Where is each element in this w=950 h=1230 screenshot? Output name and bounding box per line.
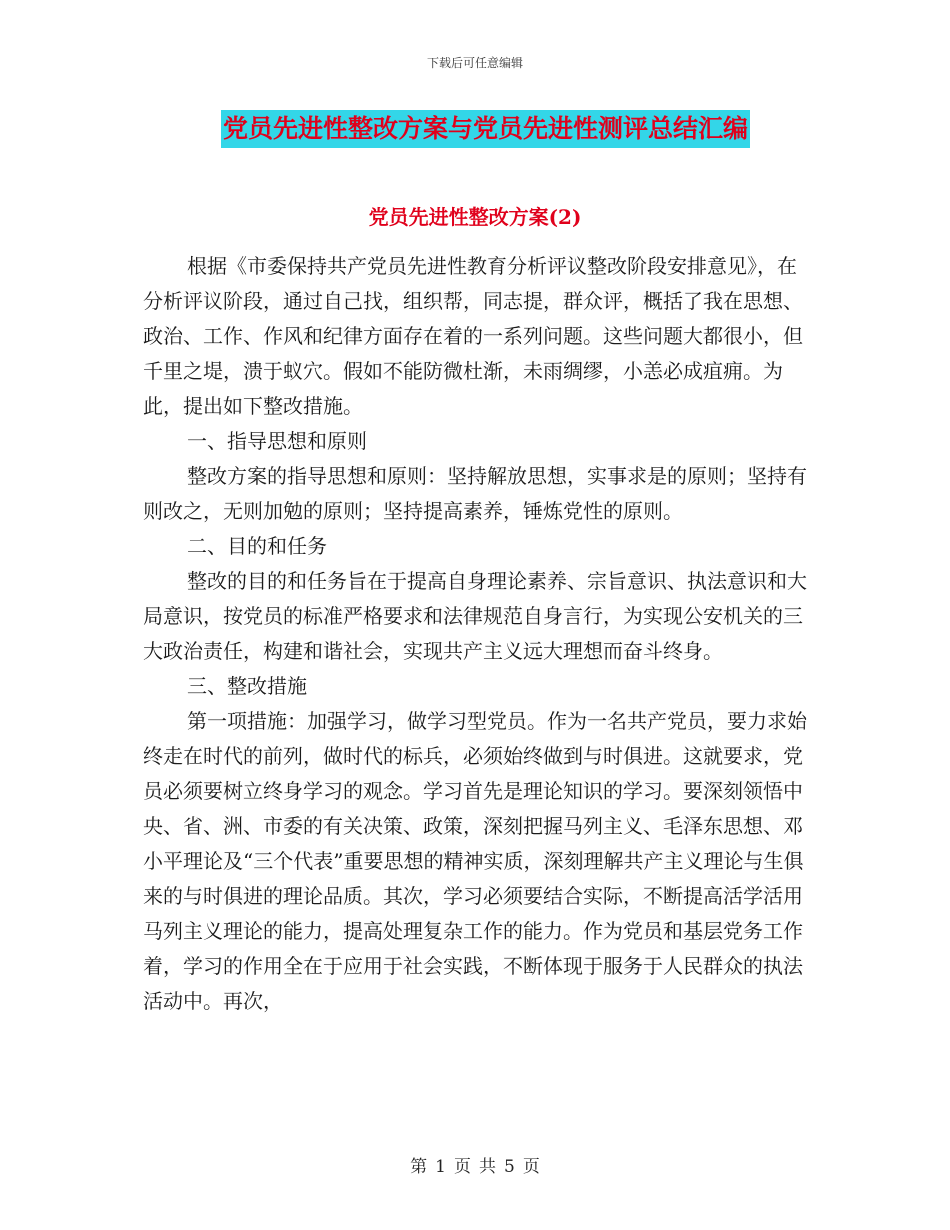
header-note: 下载后可任意编辑 [426, 56, 523, 70]
footer-prefix: 第 [410, 1157, 428, 1177]
section-heading-goals: 二、目的和任务 [187, 534, 327, 558]
document-main-title: 党员先进性整改方案与党员先进性测评总结汇编 [221, 110, 750, 148]
footer-total-pages: 5 [504, 1157, 515, 1177]
footer-total-label: 共 [479, 1157, 496, 1177]
intro-paragraph: 根据《市委保持共产党员先进性教育分析评议整改阶段安排意见》，在分析评议阶段，通过自己找，组织帮，同志提，群众评，概括了我在思想、政治、工作、作风和纪律方面存在着的一系列问题。这些问题大都很小，但千里之堤，溃于蚁穴。假如不能防微杜渐，未雨绸缪，小恙必成疽痈。为此，提出如下整改措施。 [143, 254, 803, 418]
document-body [143, 249, 807, 1019]
section-title: 党员先进性整改方案(2) [368, 205, 582, 229]
principles-paragraph: 整改方案的指导思想和原则：坚持解放思想，实事求是的原则；坚持有则改之，无则加勉的原则；坚持提高素养，锤炼党性的原则。 [143, 464, 807, 523]
page-footer [0, 1152, 950, 1177]
goals-paragraph: 整改的目的和任务旨在于提高自身理论素养、宗旨意识、执法意识和大局意识，按党员的标准严格要求和法律规范自身言行，为实现公安机关的三大政治责任，构建和谐社会，实现共产主义远大理想而奋斗终身。 [143, 569, 807, 663]
measures-paragraph: 第一项措施：加强学习，做学习型党员。作为一名共产党员，要力求始终走在时代的前列，做时代的标兵，必须始终做到与时俱进。这就要求，党员必须要树立终身学习的观念。学习首先是理论知识的学习。要深刻领悟中央、省、洲、市委的有关决策、政策，深刻把握马列主义、毛泽东思想、邓小平理论及“三个代表”重要思想的精神实质，深刻理解共产主义理论与生俱来的与时俱进的理论品质。其次，学习必须要结合实际，不断提高活学活用马列主义理论的能力，提高处理复杂工作的能力。作为党员和基层党务工作着，学习的作用全在于应用于社会实践，不断体现于服务于人民群众的执法活动中。再次， [143, 709, 807, 1013]
section-heading-measures: 三、整改措施 [187, 674, 307, 698]
section-heading-principles: 一、指导思想和原则 [187, 429, 367, 453]
footer-page-number: 1 [435, 1157, 446, 1177]
footer-page-unit: 页 [454, 1157, 471, 1177]
footer-suffix: 页 [522, 1157, 540, 1177]
